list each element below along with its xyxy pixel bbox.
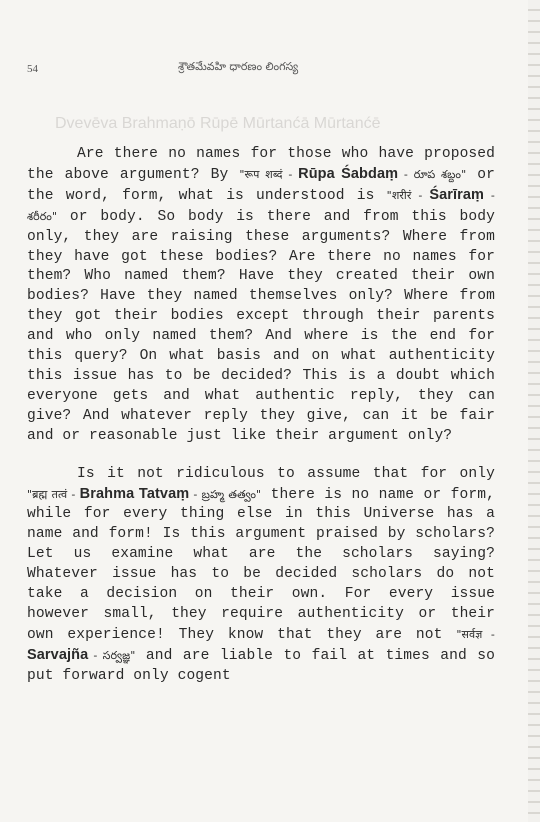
telugu-term: - రూప శబ్దం": [398, 167, 467, 181]
devanagari-term: "रूप शब्दं -: [239, 167, 299, 181]
transliterated-term: Sarvajña: [27, 646, 89, 663]
telugu-term: - బ్రహ్మ తత్వం": [189, 487, 262, 501]
body-text: [27, 145, 495, 687]
show-through-heading: Dvevēva Brahmaṇō Rūpē Mūrtanćā Mūrtanćē: [55, 115, 381, 132]
devanagari-term: "सर्वज्ञ -: [456, 627, 495, 641]
transliterated-term: Brahma Tatvaṃ: [79, 485, 190, 502]
text-run: there is no name or form, while for every thing else in this Universe has a name and form! Is this argument praised by scholars? Let us examine what are the scholars saying? Whatever issue has to be decided scholars do not take a decision on their own. For every issue however small, they require authenticity or their own experience! They know that they are not: [27, 486, 495, 643]
transliterated-term: Rūpa Śabdaṃ: [298, 165, 399, 182]
page-edge: [528, 0, 540, 822]
text-run: Are there no names for those who have proposed the above argument? By: [27, 146, 495, 183]
transliterated-term: Śarīraṃ: [429, 186, 485, 203]
paragraph-1: [27, 145, 495, 447]
text-run: or the word, form, what is understood is: [27, 166, 495, 204]
paragraph-2: [27, 465, 495, 687]
text-run: or body. So body is there and from this body only, they are raising these arguments? Where from they have got these bodies? Are there no names for them? Who named them? Have they created their own bodies? Have they named themselves only? Where from they got their bodies except through their parents and who only named them? And where is the end for this query? On what basis and on what authenticity this issue has to be decided? This is a doubt which everyone gets and what authentic reply, they can give? And whatever reply they give, can it be fair and or reasonable just like their argument only?: [27, 208, 495, 444]
running-head: శ్రౌతమేవహి ధారణం లింగస్య: [178, 60, 299, 73]
text-run: and are liable to fail at times and so put forward only cogent: [27, 647, 496, 684]
devanagari-term: "शरीरं -: [386, 188, 430, 202]
page-number: 54: [27, 63, 38, 75]
telugu-term: - సర్వజ్ఞ": [88, 648, 136, 662]
text-run: Is it not ridiculous to assume that for only: [77, 465, 495, 482]
telugu-term: - శరీరం": [27, 188, 495, 223]
devanagari-term: "ब्रह्म तत्वं -: [27, 487, 80, 501]
